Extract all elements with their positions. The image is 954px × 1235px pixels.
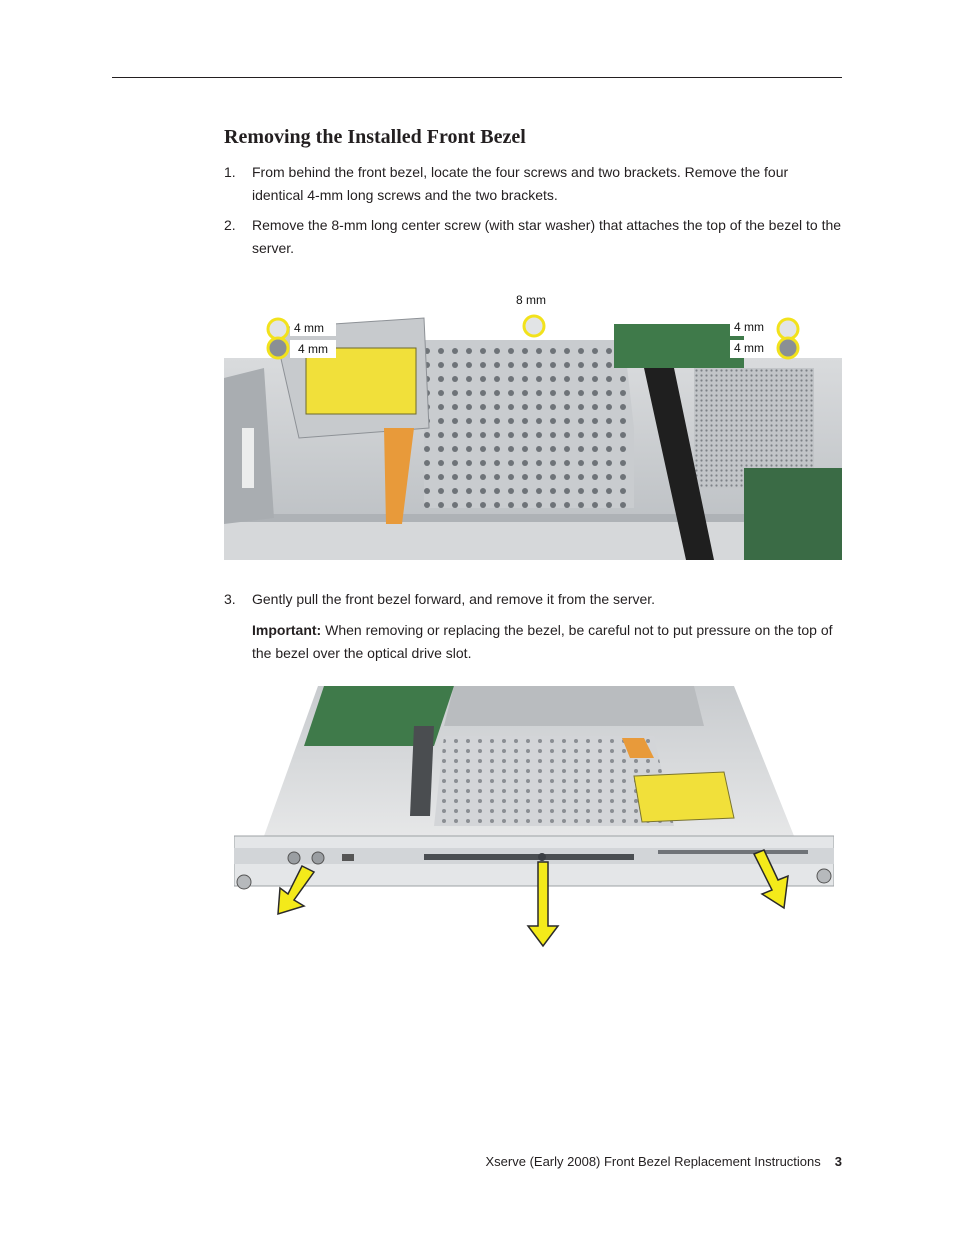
step-text: From behind the front bezel, locate the four screws and two brackets. Remove the four identical 4-mm long screws and the two brackets. — [252, 164, 789, 203]
callout-4mm-left-bottom: 4 mm — [298, 342, 328, 356]
screw-8mm-highlight — [524, 316, 544, 336]
callout-8mm: 8 mm — [516, 293, 546, 307]
header-rule — [112, 77, 842, 78]
step-number: 1. — [224, 164, 236, 180]
center-screw — [538, 853, 546, 861]
screw-left-top-highlight — [268, 319, 288, 339]
perforated-plate — [424, 340, 634, 508]
screw-left-bottom-highlight — [268, 338, 288, 358]
step-2 — [224, 214, 842, 260]
step-3 — [224, 588, 842, 611]
callout-4mm-left-top: 4 mm — [294, 321, 324, 335]
section-title: Removing the Installed Front Bezel — [224, 126, 526, 148]
screw-right-bottom-highlight — [778, 338, 798, 358]
circuit-board — [614, 324, 744, 368]
callout-4mm-right-top: 4 mm — [734, 320, 764, 334]
figure-screw-locations — [224, 288, 842, 560]
important-label: Important: — [252, 622, 322, 638]
drive-label — [634, 772, 734, 822]
important-text: When removing or replacing the bezel, be careful not to put pressure on the top of the bezel over the optical drive slot. — [252, 622, 833, 661]
figure-bezel-removal — [234, 686, 834, 948]
step-number: 3. — [224, 591, 236, 607]
step-text: Remove the 8-mm long center screw (with star washer) that attaches the top of the bezel to the server. — [252, 217, 842, 256]
step-text: Gently pull the front bezel forward, and remove it from the server. — [252, 591, 656, 607]
footer-title: Xserve (Early 2008) Front Bezel Replacement Instructions — [485, 1154, 821, 1169]
step-number: 2. — [224, 217, 236, 233]
important-note — [252, 619, 842, 665]
screw-right-top-highlight — [778, 319, 798, 339]
step-1 — [224, 161, 842, 207]
callout-4mm-right-bottom: 4 mm — [734, 341, 764, 355]
page-number: 3 — [834, 1154, 842, 1169]
page-footer — [486, 1154, 843, 1169]
